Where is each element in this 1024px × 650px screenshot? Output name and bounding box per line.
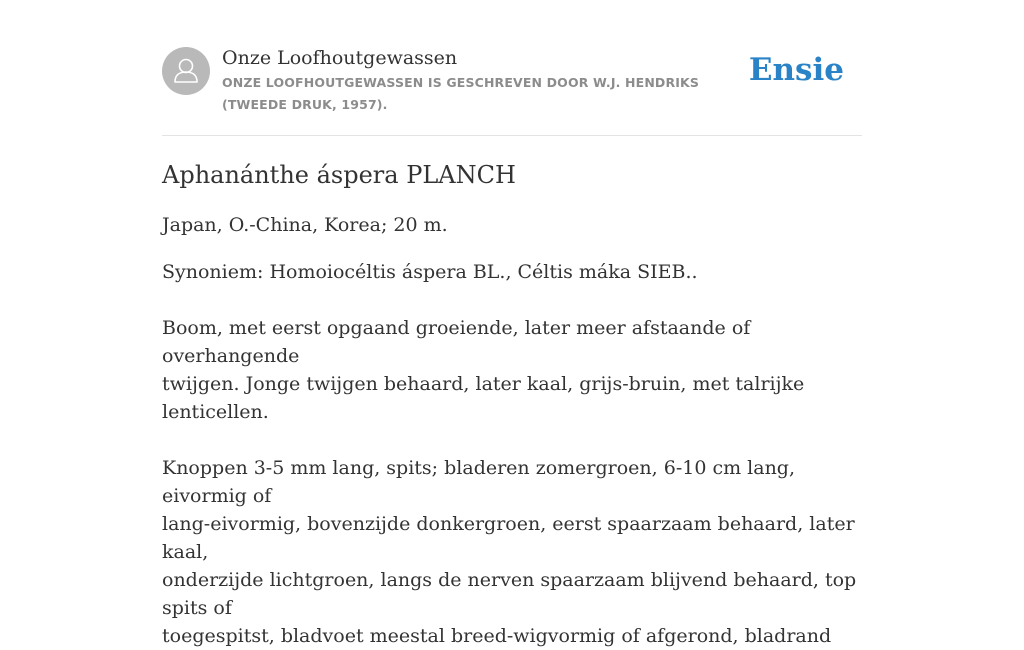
user-icon — [162, 47, 210, 95]
entry-title: Aphanánthe áspera PLANCH — [162, 161, 516, 189]
avatar[interactable] — [162, 47, 210, 95]
paragraph-leaves — [162, 454, 862, 650]
entry-origin: Japan, O.-China, Korea; 20 m. — [162, 214, 448, 236]
paragraph-description — [162, 314, 862, 426]
source-header — [162, 44, 862, 136]
brand-logo[interactable]: Ensie — [748, 52, 844, 88]
entry-synonym: Synoniem: Homoiocéltis áspera BL., Céltis máka SIEB.. — [162, 261, 698, 283]
text-line: lang-eivormig, bovenzijde donkergroen, eerst spaarzaam behaard, later kaal, — [162, 513, 855, 563]
entry-content — [162, 158, 862, 650]
text-line: onderzijde lichtgroen, langs de nerven spaarzaam blijvend behaard, top spits of — [162, 569, 857, 619]
text-line: toegespitst, bladvoet meestal breed-wigvormig of afgerond, bladrand — [162, 625, 832, 647]
text-line: twijgen. Jonge twijgen behaard, later kaal, grijs-bruin, met talrijke lenticellen. — [162, 373, 805, 423]
text-line: Knoppen 3-5 mm lang, spits; bladeren zomergroen, 6-10 cm lang, eivormig of — [162, 457, 796, 507]
source-description: ONZE LOOFHOUTGEWASSEN IS GESCHREVEN DOOR W.J. HENDRIKS (TWEEDE DRUK, 1957). — [222, 75, 700, 112]
text-line: Boom, met eerst opgaand groeiende, later meer afstaande of overhangende — [162, 317, 751, 367]
source-title[interactable]: Onze Loofhoutgewassen — [222, 47, 458, 69]
